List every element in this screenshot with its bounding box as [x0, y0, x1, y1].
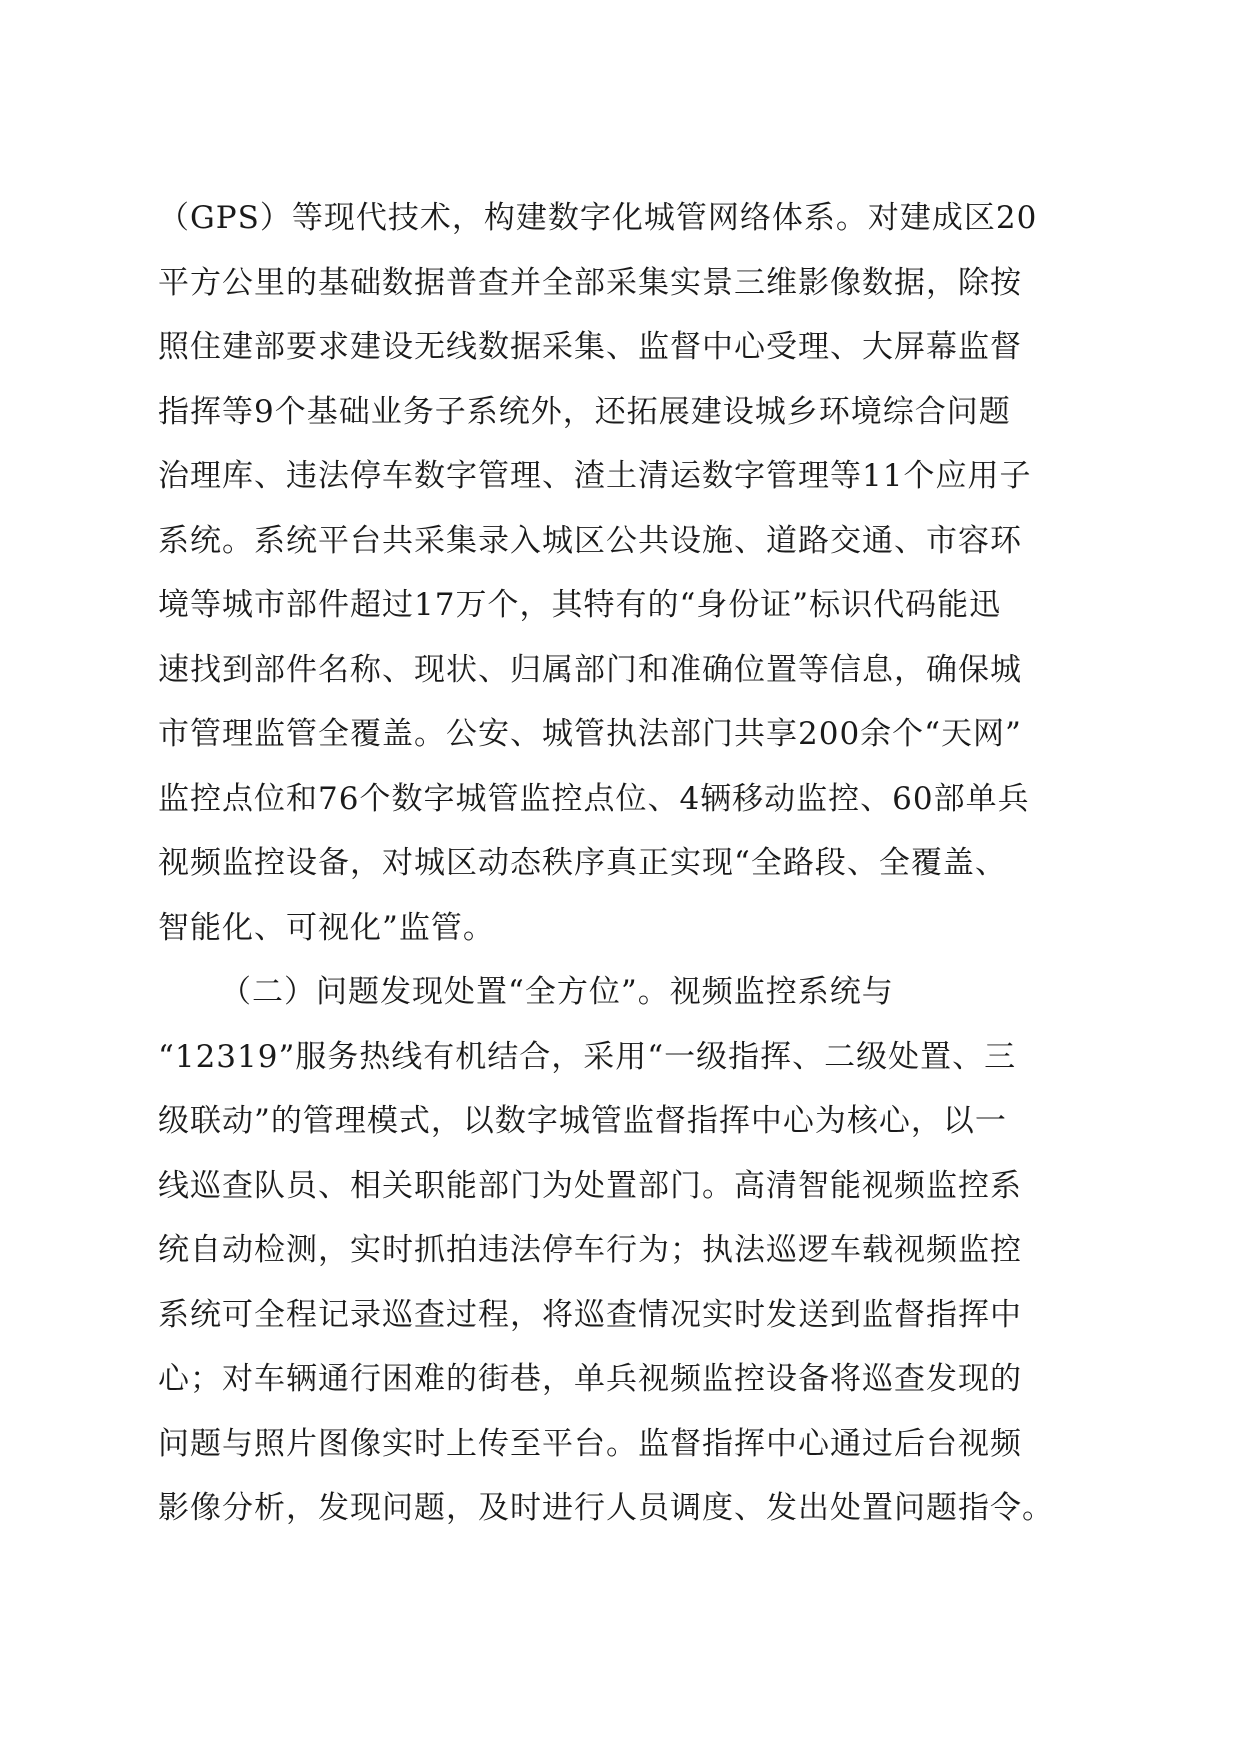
paragraph-line: 影像分析，发现问题，及时进行人员调度、发出处置问题指令。	[158, 1490, 1054, 1526]
paragraph-line: （GPS）等现代技术，构建数字化城管网络体系。对建成区20	[158, 200, 1038, 236]
paragraph-2	[158, 960, 1088, 1541]
paragraph-line: 视频监控设备，对城区动态秩序真正实现“全路段、全覆盖、	[158, 845, 1007, 881]
paragraph-line: 统自动检测，实时抓拍违法停车行为；执法巡逻车载视频监控	[158, 1232, 1022, 1268]
section-heading-line: （二）问题发现处置“全方位”。视频监控系统与	[220, 974, 894, 1010]
paragraph-line: 境等城市部件超过17万个，其特有的“身份证”标识代码能迅	[158, 587, 1002, 623]
body-text	[158, 186, 1088, 1541]
paragraph-line: 照住建部要求建设无线数据采集、监督中心受理、大屏幕监督	[158, 329, 1022, 365]
paragraph-line: 监控点位和76个数字城管监控点位、4辆移动监控、60部单兵	[158, 780, 1030, 817]
paragraph-line: 系统可全程记录巡查过程，将巡查情况实时发送到监督指挥中	[158, 1296, 1022, 1333]
paragraph-line: 治理库、违法停车数字管理、渣土清运数字管理等11个应用子	[158, 458, 1032, 494]
paragraph-line: 线巡查队员、相关职能部门为处置部门。高清智能视频监控系	[158, 1167, 1022, 1204]
paragraph-line: “12319”服务热线有机结合，采用“一级指挥、二级处置、三	[158, 1038, 1017, 1075]
paragraph-line: 问题与照片图像实时上传至平台。监督指挥中心通过后台视频	[158, 1425, 1022, 1462]
paragraph-line: 级联动”的管理模式，以数字城管监督指挥中心为核心，以一	[158, 1103, 1007, 1139]
paragraph-line: 智能化、可视化”监管。	[158, 909, 495, 946]
paragraph-line: 指挥等9个基础业务子系统外，还拓展建设城乡环境综合问题	[158, 393, 1011, 430]
paragraph-1	[158, 186, 1088, 960]
paragraph-line: 市管理监管全覆盖。公安、城管执法部门共享200余个“天网”	[158, 716, 1022, 752]
paragraph-line: 心；对车辆通行困难的街巷，单兵视频监控设备将巡查发现的	[158, 1361, 1022, 1397]
paragraph-line: 系统。系统平台共采集录入城区公共设施、道路交通、市容环	[158, 522, 1022, 559]
paragraph-line: 速找到部件名称、现状、归属部门和准确位置等信息，确保城	[158, 651, 1022, 688]
paragraph-line: 平方公里的基础数据普查并全部采集实景三维影像数据，除按	[158, 264, 1022, 301]
